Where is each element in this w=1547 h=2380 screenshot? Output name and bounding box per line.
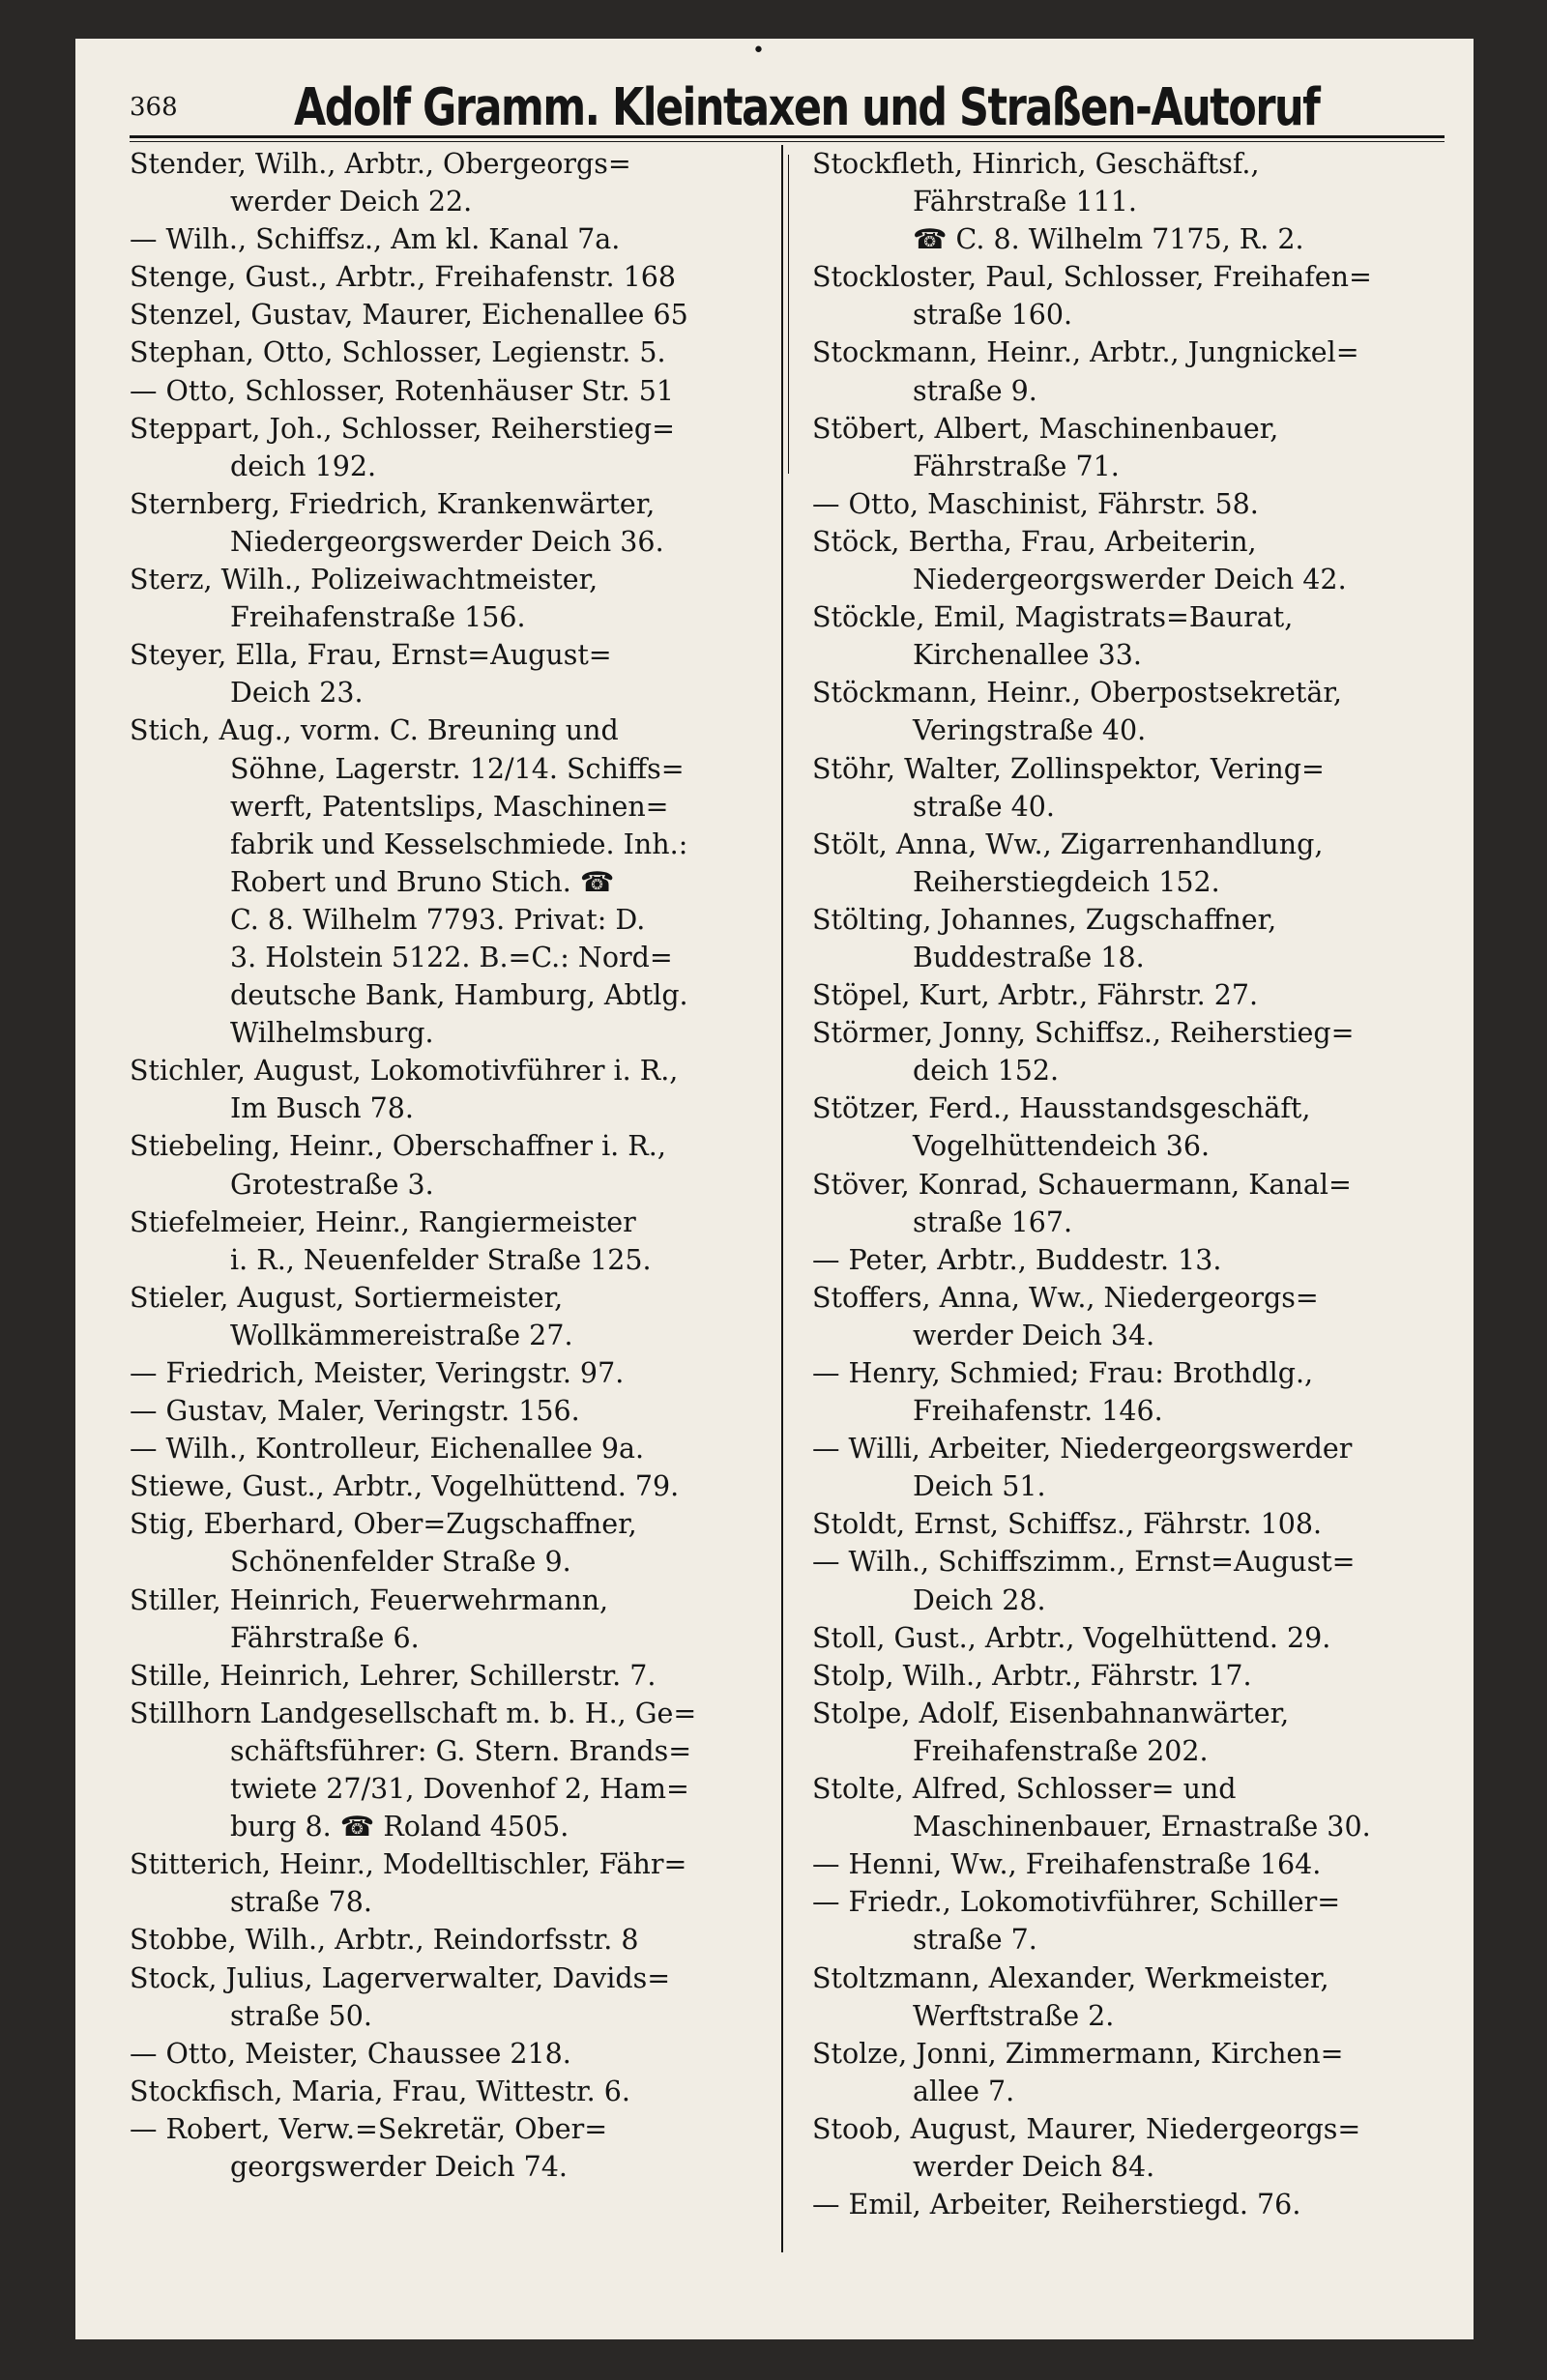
- entry-line: Stoltzmann, Alexander, Werkmeister,: [812, 1961, 1329, 1994]
- entry-line: — Henni, Ww., Freihafenstraße 164.: [812, 1848, 1322, 1881]
- entry-line: — Peter, Arbtr., Buddestr. 13.: [812, 1243, 1222, 1276]
- entry-line: — Gustav, Maler, Veringstr. 156.: [130, 1395, 580, 1428]
- entry-continuation-line: straße 167.: [913, 1205, 1073, 1238]
- entry-line: Stitterich, Heinr., Modelltischler, Fähr=: [130, 1848, 687, 1881]
- entry-continuation-line: werder Deich 84.: [913, 2150, 1155, 2183]
- entry-continuation-line: Deich 51.: [913, 1470, 1046, 1503]
- entry-continuation-line: twiete 27/31, Dovenhof 2, Ham=: [230, 1773, 689, 1806]
- entry-line: Stolp, Wilh., Arbtr., Fährstr. 17.: [812, 1659, 1252, 1692]
- entry-continuation-line: straße 160.: [913, 299, 1073, 332]
- entry-line: Stolze, Jonni, Zimmermann, Kirchen=: [812, 2037, 1344, 2070]
- entry-continuation-line: Kirchenallee 33.: [913, 639, 1142, 672]
- entry-continuation-line: Fährstraße 111.: [913, 186, 1137, 218]
- entry-line: Stenge, Gust., Arbtr., Freihafenstr. 168: [130, 261, 676, 294]
- header-rule-thin: [130, 141, 1445, 142]
- entry-continuation-line: Schönenfelder Straße 9.: [230, 1546, 571, 1579]
- entry-continuation-line: deich 192.: [230, 450, 377, 482]
- entry-line: Stockfleth, Hinrich, Geschäftsf.,: [812, 148, 1260, 180]
- entry-continuation-line: fabrik und Kesselschmiede. Inh.:: [230, 827, 688, 860]
- entry-continuation-line: straße 9.: [913, 374, 1037, 407]
- entry-continuation-line: Im Busch 78.: [230, 1092, 414, 1125]
- entry-continuation-line: straße 40.: [913, 790, 1055, 823]
- entry-line: Stieler, August, Sortiermeister,: [130, 1281, 564, 1314]
- column-divider: [781, 145, 783, 2252]
- entry-continuation-line: Buddestraße 18.: [913, 941, 1145, 973]
- entry-line: Stiebeling, Heinr., Oberschaffner i. R.,: [130, 1130, 666, 1163]
- entry-continuation-line: Fährstraße 71.: [913, 450, 1120, 482]
- entry-continuation-line: georgswerder Deich 74.: [230, 2150, 568, 2183]
- entry-continuation-line: i. R., Neuenfelder Straße 125.: [230, 1243, 652, 1276]
- entry-line: — Wilh., Schiffszimm., Ernst=August=: [812, 1546, 1356, 1579]
- entry-line: Stiller, Heinrich, Feuerwehrmann,: [130, 1583, 609, 1616]
- entry-continuation-line: werder Deich 34.: [913, 1319, 1155, 1351]
- entry-continuation-line: Robert und Bruno Stich. ☎: [230, 865, 615, 898]
- page-number: 368: [130, 93, 178, 122]
- left-column: [130, 145, 756, 2186]
- entry-line: Stephan, Otto, Schlosser, Legienstr. 5.: [130, 336, 666, 369]
- entry-line: Stötzer, Ferd., Hausstandsgeschäft,: [812, 1092, 1311, 1125]
- entry-continuation-line: Vogelhüttendeich 36.: [913, 1130, 1211, 1163]
- entry-line: Stoll, Gust., Arbtr., Vogelhüttend. 29.: [812, 1621, 1331, 1654]
- entry-line: Stobbe, Wilh., Arbtr., Reindorfsstr. 8: [130, 1924, 639, 1957]
- entry-line: Stölting, Johannes, Zugschaffner,: [812, 903, 1277, 936]
- entry-line: — Friedr., Lokomotivführer, Schiller=: [812, 1886, 1341, 1919]
- entry-line: Stenzel, Gustav, Maurer, Eichenallee 65: [130, 299, 688, 332]
- entry-continuation-line: Fährstraße 6.: [230, 1621, 420, 1654]
- entry-continuation-line: Wilhelmsburg.: [230, 1017, 434, 1050]
- entry-line: — Henry, Schmied; Frau: Brothdlg.,: [812, 1357, 1314, 1389]
- entry-line: Störmer, Jonny, Schiffsz., Reiherstieg=: [812, 1017, 1355, 1050]
- entry-continuation-line: straße 7.: [913, 1924, 1037, 1957]
- entry-line: Stöckmann, Heinr., Oberpostsekretär,: [812, 677, 1342, 710]
- entry-line: Stolpe, Adolf, Eisenbahnanwärter,: [812, 1697, 1290, 1729]
- entry-line: Stockfisch, Maria, Frau, Wittestr. 6.: [130, 2075, 630, 2107]
- entry-line: Stockloster, Paul, Schlosser, Freihafen=: [812, 261, 1372, 294]
- entry-continuation-line: Veringstraße 40.: [913, 714, 1147, 747]
- entry-line: Stockmann, Heinr., Arbtr., Jungnickel=: [812, 336, 1359, 369]
- entry-line: Stöckle, Emil, Magistrats=Baurat,: [812, 601, 1294, 634]
- entry-line: Stiefelmeier, Heinr., Rangiermeister: [130, 1205, 636, 1238]
- entry-continuation-line: Wollkämmereistraße 27.: [230, 1319, 573, 1351]
- entry-continuation-line: ☎ C. 8. Wilhelm 7175, R. 2.: [913, 223, 1304, 256]
- entry-continuation-line: Reiherstiegdeich 152.: [913, 865, 1220, 898]
- entry-line: — Willi, Arbeiter, Niedergeorgswerder: [812, 1433, 1353, 1466]
- entry-continuation-line: straße 50.: [230, 1999, 372, 2032]
- entry-line: — Robert, Verw.=Sekretär, Ober=: [130, 2112, 608, 2145]
- entry-line: Steyer, Ella, Frau, Ernst=August=: [130, 639, 612, 672]
- entry-line: — Otto, Maschinist, Fährstr. 58.: [812, 487, 1259, 520]
- entry-continuation-line: werft, Patentslips, Maschinen=: [230, 790, 669, 823]
- page-header: [130, 73, 1445, 138]
- entry-continuation-line: Freihafenstraße 202.: [913, 1734, 1209, 1767]
- entry-continuation-line: Maschinenbauer, Ernastraße 30.: [913, 1811, 1371, 1843]
- entry-line: Stichler, August, Lokomotivführer i. R.,: [130, 1055, 679, 1088]
- entry-continuation-line: Freihafenstr. 146.: [913, 1395, 1163, 1428]
- entry-continuation-line: allee 7.: [913, 2075, 1015, 2107]
- ink-dot: •: [752, 39, 765, 63]
- entry-line: — Otto, Schlosser, Rotenhäuser Str. 51: [130, 374, 674, 407]
- entry-continuation-line: Niedergeorgswerder Deich 42.: [913, 564, 1347, 596]
- entry-line: Stich, Aug., vorm. C. Breuning und: [130, 714, 619, 747]
- entry-line: Stig, Eberhard, Ober=Zugschaffner,: [130, 1508, 637, 1541]
- entry-continuation-line: schäftsführer: G. Stern. Brands=: [230, 1734, 692, 1767]
- entry-line: Stöhr, Walter, Zollinspektor, Vering=: [812, 752, 1325, 785]
- entry-continuation-line: deich 152.: [913, 1055, 1060, 1088]
- entry-continuation-line: Freihafenstraße 156.: [230, 601, 526, 634]
- entry-continuation-line: C. 8. Wilhelm 7793. Privat: D.: [230, 903, 646, 936]
- entry-continuation-line: Niedergeorgswerder Deich 36.: [230, 525, 664, 558]
- entry-line: — Wilh., Schiffsz., Am kl. Kanal 7a.: [130, 223, 621, 256]
- entry-line: Stöck, Bertha, Frau, Arbeiterin,: [812, 525, 1257, 558]
- entry-line: — Friedrich, Meister, Veringstr. 97.: [130, 1357, 625, 1389]
- entry-line: Stender, Wilh., Arbtr., Obergeorgs=: [130, 148, 631, 180]
- entry-continuation-line: deutsche Bank, Hamburg, Abtlg.: [230, 979, 688, 1012]
- entry-continuation-line: straße 78.: [230, 1886, 372, 1919]
- entry-line: Sterz, Wilh., Polizeiwachtmeister,: [130, 564, 598, 596]
- entry-line: Stoob, August, Maurer, Niedergeorgs=: [812, 2112, 1361, 2145]
- directory-page: [75, 39, 1474, 2339]
- entry-line: — Wilh., Kontrolleur, Eichenallee 9a.: [130, 1433, 645, 1466]
- entry-continuation-line: 3. Holstein 5122. B.=C.: Nord=: [230, 941, 673, 973]
- column-divider-secondary: [788, 155, 789, 474]
- entry-line: — Otto, Meister, Chaussee 218.: [130, 2037, 571, 2070]
- entry-continuation-line: Werftstraße 2.: [913, 1999, 1115, 2032]
- page-title: Adolf Gramm. Kleintaxen und Straßen-Autoruf: [294, 77, 1320, 138]
- entry-line: Stölt, Anna, Ww., Zigarrenhandlung,: [812, 827, 1324, 860]
- entry-continuation-line: Söhne, Lagerstr. 12/14. Schiffs=: [230, 752, 685, 785]
- entry-line: — Emil, Arbeiter, Reiherstiegd. 76.: [812, 2189, 1301, 2221]
- entry-continuation-line: Deich 23.: [230, 677, 364, 710]
- header-rule-thick: [130, 135, 1445, 138]
- entry-line: Stoldt, Ernst, Schiffsz., Fährstr. 108.: [812, 1508, 1323, 1541]
- entry-continuation-line: Deich 28.: [913, 1583, 1046, 1616]
- entry-continuation-line: burg 8. ☎ Roland 4505.: [230, 1811, 569, 1843]
- entry-line: Stöver, Konrad, Schauermann, Kanal=: [812, 1168, 1352, 1201]
- entry-line: Stock, Julius, Lagerverwalter, Davids=: [130, 1961, 671, 1994]
- entry-line: Sternberg, Friedrich, Krankenwärter,: [130, 487, 656, 520]
- entry-line: Stiewe, Gust., Arbtr., Vogelhüttend. 79.: [130, 1470, 680, 1503]
- entry-line: Stolte, Alfred, Schlosser= und: [812, 1773, 1237, 1806]
- entry-line: Stöbert, Albert, Maschinenbauer,: [812, 412, 1279, 445]
- entry-line: Stille, Heinrich, Lehrer, Schillerstr. 7.: [130, 1659, 657, 1692]
- entry-continuation-line: werder Deich 22.: [230, 186, 473, 218]
- entry-line: Stöpel, Kurt, Arbtr., Fährstr. 27.: [812, 979, 1259, 1012]
- entry-line: Steppart, Joh., Schlosser, Reiherstieg=: [130, 412, 675, 445]
- entry-continuation-line: Grotestraße 3.: [230, 1168, 434, 1201]
- right-column: [812, 145, 1439, 2223]
- entry-line: Stillhorn Landgesellschaft m. b. H., Ge=: [130, 1697, 697, 1729]
- entry-line: Stoffers, Anna, Ww., Niedergeorgs=: [812, 1281, 1319, 1314]
